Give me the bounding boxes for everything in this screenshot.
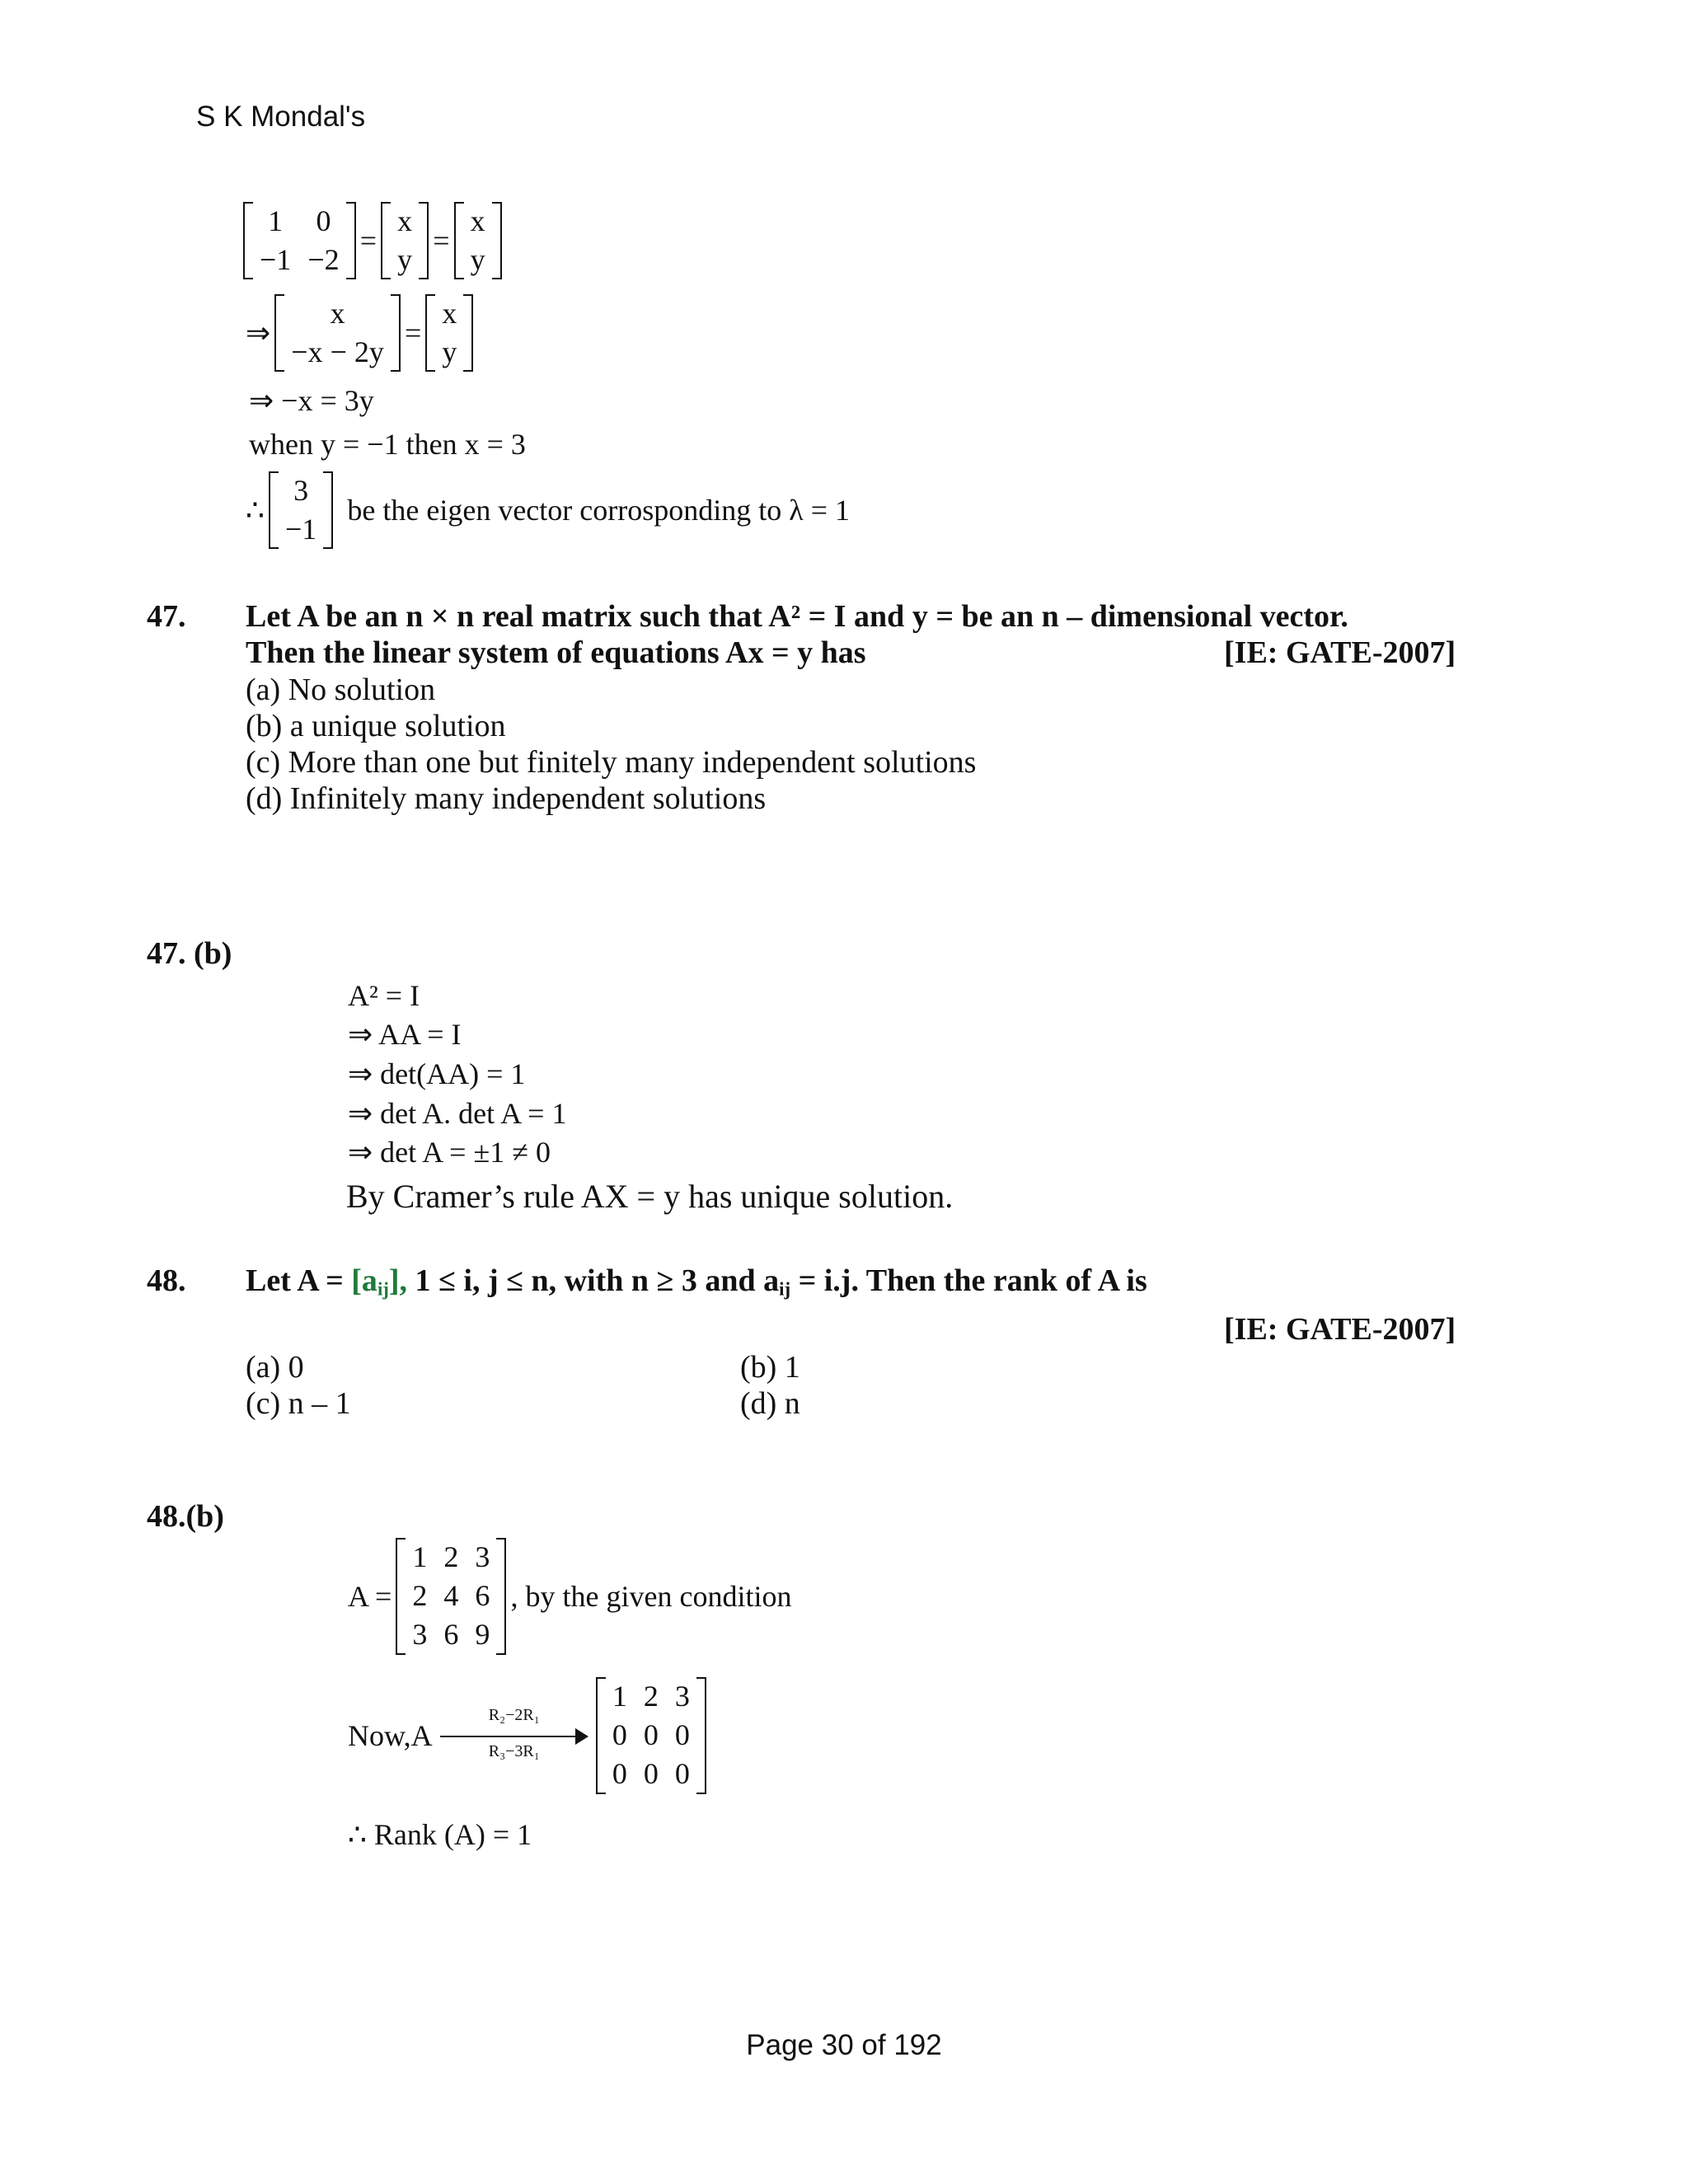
matrix-row (434, 333, 465, 372)
q47-line1: Let A be an n × n real matrix such that A² = I and y = be an n – dimensional vector. (246, 599, 1348, 634)
matrix-row (277, 510, 325, 549)
matrix-cell: 1 (268, 204, 284, 237)
eig-row3: ⇒ −x = 3y (249, 384, 374, 417)
matrix-cell: 2 (412, 1579, 428, 1613)
row-operation-arrow (440, 1703, 588, 1769)
matrix-cell: 6 (443, 1618, 459, 1652)
a47-conclusion: By Cramer’s rule AX = y has unique solution. (346, 1178, 954, 1215)
matrix-row (389, 241, 420, 279)
a47-line-1: A² = I (348, 979, 420, 1012)
matrix-row (251, 202, 348, 241)
equals-sign: = (404, 316, 422, 350)
matrix-row (404, 1538, 498, 1577)
a47-line-5: ⇒ det A = ±1 ≠ 0 (348, 1136, 551, 1169)
matrix-cell: y (442, 335, 457, 369)
q47-option-b: (b) a unique solution (246, 709, 506, 743)
a48-condition-text: , by the given condition (510, 1579, 792, 1613)
q47-source: [IE: GATE-2007] (1224, 635, 1456, 670)
matrix-cell: 2 (643, 1680, 659, 1713)
arrow-shaft (440, 1736, 577, 1737)
matrix-cell: 4 (443, 1579, 459, 1613)
matrix-cell: 0 (674, 1718, 690, 1752)
matrix-cell: 1 (612, 1680, 627, 1713)
eig-row5 (246, 471, 850, 549)
matrix-cell: 1 (412, 1540, 428, 1573)
a48-line2 (348, 1677, 706, 1794)
matrix-cell: y (397, 243, 413, 277)
implies-symbol: ⇒ (246, 316, 271, 350)
matrix-cell: −2 (307, 243, 340, 277)
matrix-cell: y (470, 243, 485, 277)
equals-sign: = (359, 224, 377, 258)
matrix-row (462, 202, 494, 241)
q48-suffix: = i.j. Then the rank of A is (790, 1263, 1147, 1298)
matrix-row (604, 1716, 698, 1755)
matrix-row (404, 1615, 498, 1654)
a47-label: 47. (b) (147, 936, 232, 971)
header-author: S K Mondal's (196, 101, 366, 133)
q48-mid-sub: ij (779, 1278, 791, 1300)
matrix-cell: 0 (612, 1757, 627, 1791)
matrix-a (396, 1538, 506, 1655)
q48-option-a: (a) 0 (246, 1350, 304, 1385)
q48-stem (246, 1263, 1147, 1301)
page-number: Page 30 of 192 (746, 2029, 942, 2061)
matrix-cell: 9 (475, 1618, 490, 1652)
a47-line-2: ⇒ AA = I (348, 1018, 462, 1051)
matrix-row (604, 1677, 698, 1716)
q48-option-d: (d) n (740, 1386, 800, 1421)
q48-mid: 1 ≤ i, j ≤ n, with n ≥ 3 and a (407, 1263, 780, 1298)
q47-option-d: (d) Infinitely many independent solutions (246, 781, 767, 816)
a48-line1 (348, 1538, 791, 1655)
eigen-vector (269, 471, 333, 549)
vector-v1 (381, 202, 429, 279)
matrix-cell: 3 (412, 1618, 428, 1652)
q48-green-sub: ij (377, 1278, 389, 1300)
matrix-cell: 0 (643, 1757, 659, 1791)
eig-row1 (243, 202, 502, 279)
matrix-row (604, 1755, 698, 1793)
vector-v2 (454, 202, 502, 279)
matrix-cell: x (330, 297, 345, 330)
a48-now-lhs: Now,A (348, 1718, 433, 1752)
matrix-cell: x (470, 204, 485, 237)
matrix-cell: 3 (293, 474, 309, 507)
a47-line-3: ⇒ det(AA) = 1 (348, 1057, 526, 1090)
matrix-cell: x (397, 204, 413, 237)
matrix-cell: −1 (260, 243, 292, 277)
a47-line-4: ⇒ det A. det A = 1 (348, 1097, 567, 1130)
matrix-reduced (596, 1677, 706, 1794)
a48-lhs: A = (348, 1579, 392, 1613)
op-top: R₂−2R₁ (488, 1705, 540, 1724)
matrix-m1 (243, 202, 356, 279)
matrix-row (389, 202, 420, 241)
matrix-cell: −1 (285, 513, 317, 546)
matrix-cell: −x − 2y (291, 335, 384, 369)
matrix-row (404, 1577, 498, 1615)
matrix-cell: 6 (475, 1579, 490, 1613)
q47-option-c: (c) More than one but finitely many independent solutions (246, 745, 977, 780)
matrix-cell: 3 (674, 1680, 690, 1713)
q48-option-c: (c) n – 1 (246, 1386, 351, 1421)
q47-option-a: (a) No solution (246, 673, 436, 707)
q48-prefix: Let A = (246, 1263, 352, 1298)
eigen-text: be the eigen vector corrosponding to λ = 1 (347, 494, 850, 527)
eig-row2 (246, 294, 473, 372)
q48-green-symbol (351, 1263, 407, 1298)
matrix-cell: 2 (443, 1540, 459, 1573)
vector-row2 (425, 294, 473, 372)
q48-green-a: [a (351, 1263, 377, 1298)
therefore-symbol: ∴ (246, 494, 265, 527)
q48-source: [IE: GATE-2007] (1224, 1312, 1456, 1347)
matrix-cell: 0 (674, 1757, 690, 1791)
q47-number: 47. (147, 599, 186, 634)
q48-green-close: ], (388, 1263, 408, 1298)
q48-number: 48. (147, 1263, 186, 1298)
q47-line2: Then the linear system of equations Ax = y has (246, 635, 866, 670)
matrix-cell: 0 (612, 1718, 627, 1752)
a48-rank: ∴ Rank (A) = 1 (348, 1818, 532, 1851)
matrix-row (283, 294, 392, 333)
q48-option-b: (b) 1 (740, 1350, 800, 1385)
matrix-row (251, 241, 348, 279)
matrix-row (283, 333, 392, 372)
equals-sign: = (433, 224, 450, 258)
op-bottom: R₃−3R₁ (488, 1741, 540, 1760)
matrix-row (462, 241, 494, 279)
matrix-cell: x (442, 297, 457, 330)
matrix-cell: 0 (643, 1718, 659, 1752)
matrix-row2 (274, 294, 401, 372)
matrix-row (277, 471, 325, 510)
matrix-row (434, 294, 465, 333)
eig-row4: when y = −1 then x = 3 (249, 428, 526, 461)
matrix-cell: 0 (316, 204, 331, 237)
a48-label: 48.(b) (147, 1499, 224, 1534)
matrix-cell: 3 (475, 1540, 490, 1573)
